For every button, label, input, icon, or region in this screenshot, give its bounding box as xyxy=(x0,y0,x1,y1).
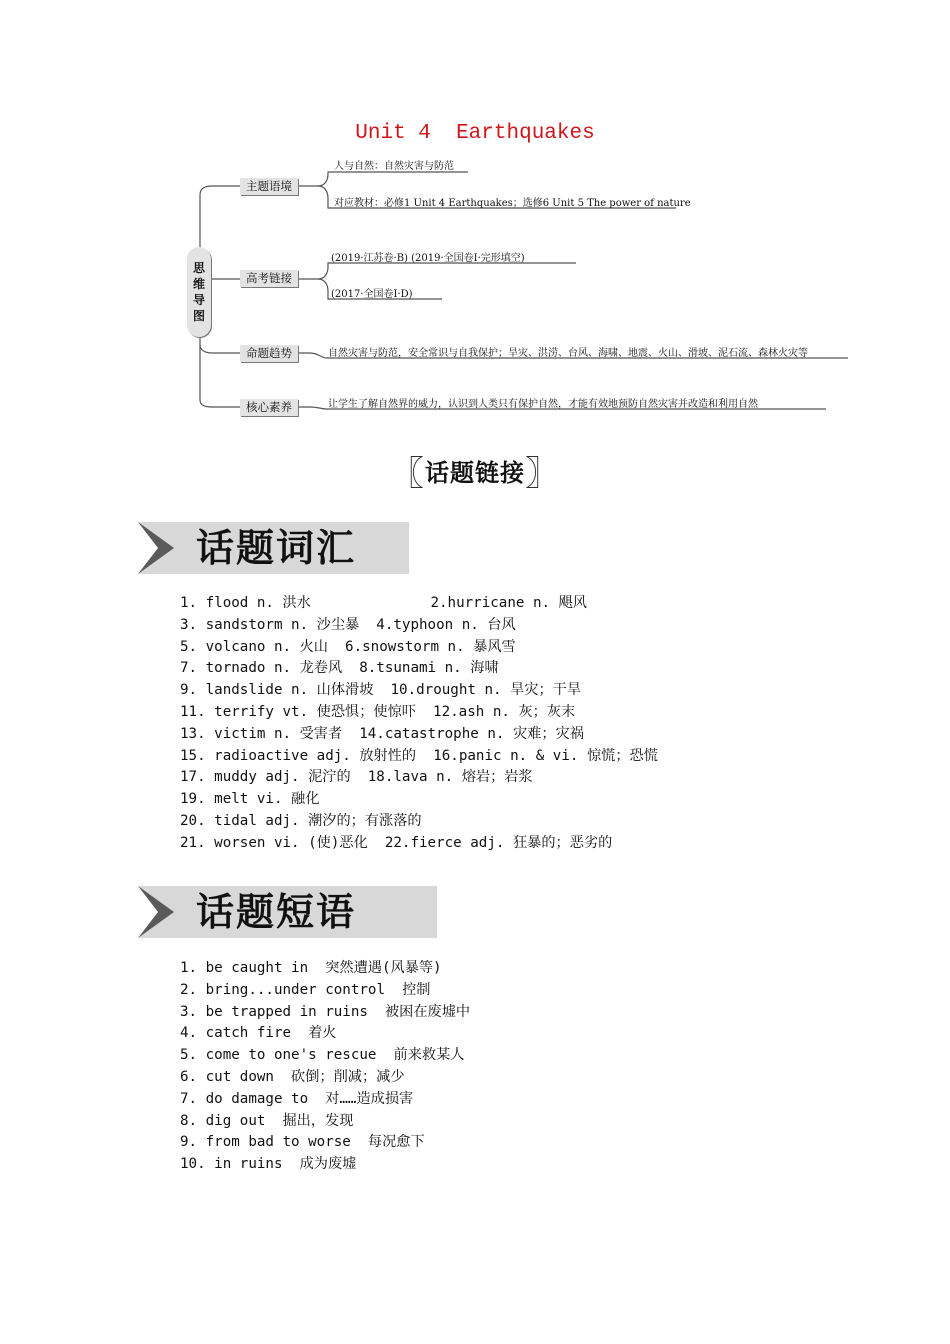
leaf-textbook: 对应教材：必修1 Unit 4 Earthquakes；选修6 Unit 5 The power of nature xyxy=(334,198,691,209)
unit-title: Unit 4 Earthquakes xyxy=(355,122,595,145)
list-item: 17. muddy adj. 泥泞的 18.lava n. 熔岩；岩浆 xyxy=(180,769,533,786)
mind-map xyxy=(0,0,950,440)
branch-trend: 命题趋势 xyxy=(240,345,298,362)
mind-map-connectors xyxy=(0,0,950,440)
vocab-banner xyxy=(138,522,409,574)
bracket-open: 〖 xyxy=(390,454,425,494)
section-title-text: 话题链接 xyxy=(425,459,525,487)
leaf-gaokao-2017: (2017·全国卷Ⅰ·D) xyxy=(331,289,413,300)
section-title xyxy=(0,446,950,495)
list-item: 5. volcano n. 火山 6.snowstorm n. 暴风雪 xyxy=(180,638,516,655)
list-item: 1. be caught in 突然遭遇(风暴等) xyxy=(180,960,442,976)
root-char: 导 xyxy=(192,293,205,307)
list-item: 6. cut down 砍倒；削减；减少 xyxy=(180,1068,405,1085)
list-item: 7. tornado n. 龙卷风 8.tsunami n. 海啸 xyxy=(180,660,499,677)
branch-gaokao-link: 高考链接 xyxy=(240,270,298,287)
leaf-gaokao-2019: (2019·江苏卷·B) (2019·全国卷Ⅰ·完形填空) xyxy=(331,253,525,264)
phrase-banner-label: 话题短语 xyxy=(196,890,357,934)
leaf-trend: 自然灾害与防范，安全常识与自我保护；旱灾、洪涝、台风、海啸、地震、火山、滑坡、泥石流、森林火灾等 xyxy=(328,348,808,359)
vocab-banner-label: 话题词汇 xyxy=(196,526,357,570)
banner-arrow-inner xyxy=(138,886,158,938)
mind-map-root xyxy=(187,247,211,337)
list-item: 3. be trapped in ruins 被困在废墟中 xyxy=(180,1003,471,1020)
list-item: 1. flood n. 洪水 2.hurricane n. 飓风 xyxy=(180,595,587,611)
list-item: 10. in ruins 成为废墟 xyxy=(180,1156,357,1173)
list-item: 9. landslide n. 山体滑坡 10.drought n. 旱灾；干旱 xyxy=(180,682,582,699)
list-item: 11. terrify vt. 使恐惧；使惊吓 12.ash n. 灰；灰末 xyxy=(180,703,576,720)
list-item: 20. tidal adj. 潮汐的；有涨落的 xyxy=(180,812,422,829)
root-char: 图 xyxy=(192,309,205,323)
vocab-list xyxy=(180,593,658,855)
list-item: 4. catch fire 着火 xyxy=(180,1025,337,1042)
list-item: 9. from bad to worse 每况愈下 xyxy=(180,1134,425,1151)
list-item: 19. melt vi. 融化 xyxy=(180,791,320,808)
bracket-close: 〗 xyxy=(525,454,560,494)
list-item: 7. do damage to 对……造成损害 xyxy=(180,1090,414,1107)
list-item: 8. dig out 掘出，发现 xyxy=(180,1112,354,1129)
root-char: 思 xyxy=(192,261,205,275)
list-item: 5. come to one's rescue 前来救某人 xyxy=(180,1047,465,1064)
phrase-list xyxy=(180,958,470,1176)
list-item: 2. bring...under control 控制 xyxy=(180,981,431,998)
phrase-banner xyxy=(138,886,437,938)
branch-core-literacy: 核心素养 xyxy=(240,399,298,416)
branch-theme-context: 主题语境 xyxy=(240,178,298,195)
leaf-theme: 人与自然：自然灾害与防范 xyxy=(334,161,454,172)
list-item: 15. radioactive adj. 放射性的 16.panic n. & vi. 惊慌；恐慌 xyxy=(180,747,658,764)
list-item: 3. sandstorm n. 沙尘暴 4.typhoon n. 台风 xyxy=(180,616,516,633)
banner-arrow-inner xyxy=(138,522,158,574)
list-item: 13. victim n. 受害者 14.catastrophe n. 灾难；灾祸 xyxy=(180,725,584,742)
root-char: 维 xyxy=(192,277,205,291)
leaf-core-literacy: 让学生了解自然界的威力，认识到人类只有保护自然，才能有效地预防自然灾害并改造和利用自然 xyxy=(328,399,758,410)
list-item: 21. worsen vi. (使)恶化 22.fierce adj. 狂暴的；恶劣的 xyxy=(180,834,613,851)
